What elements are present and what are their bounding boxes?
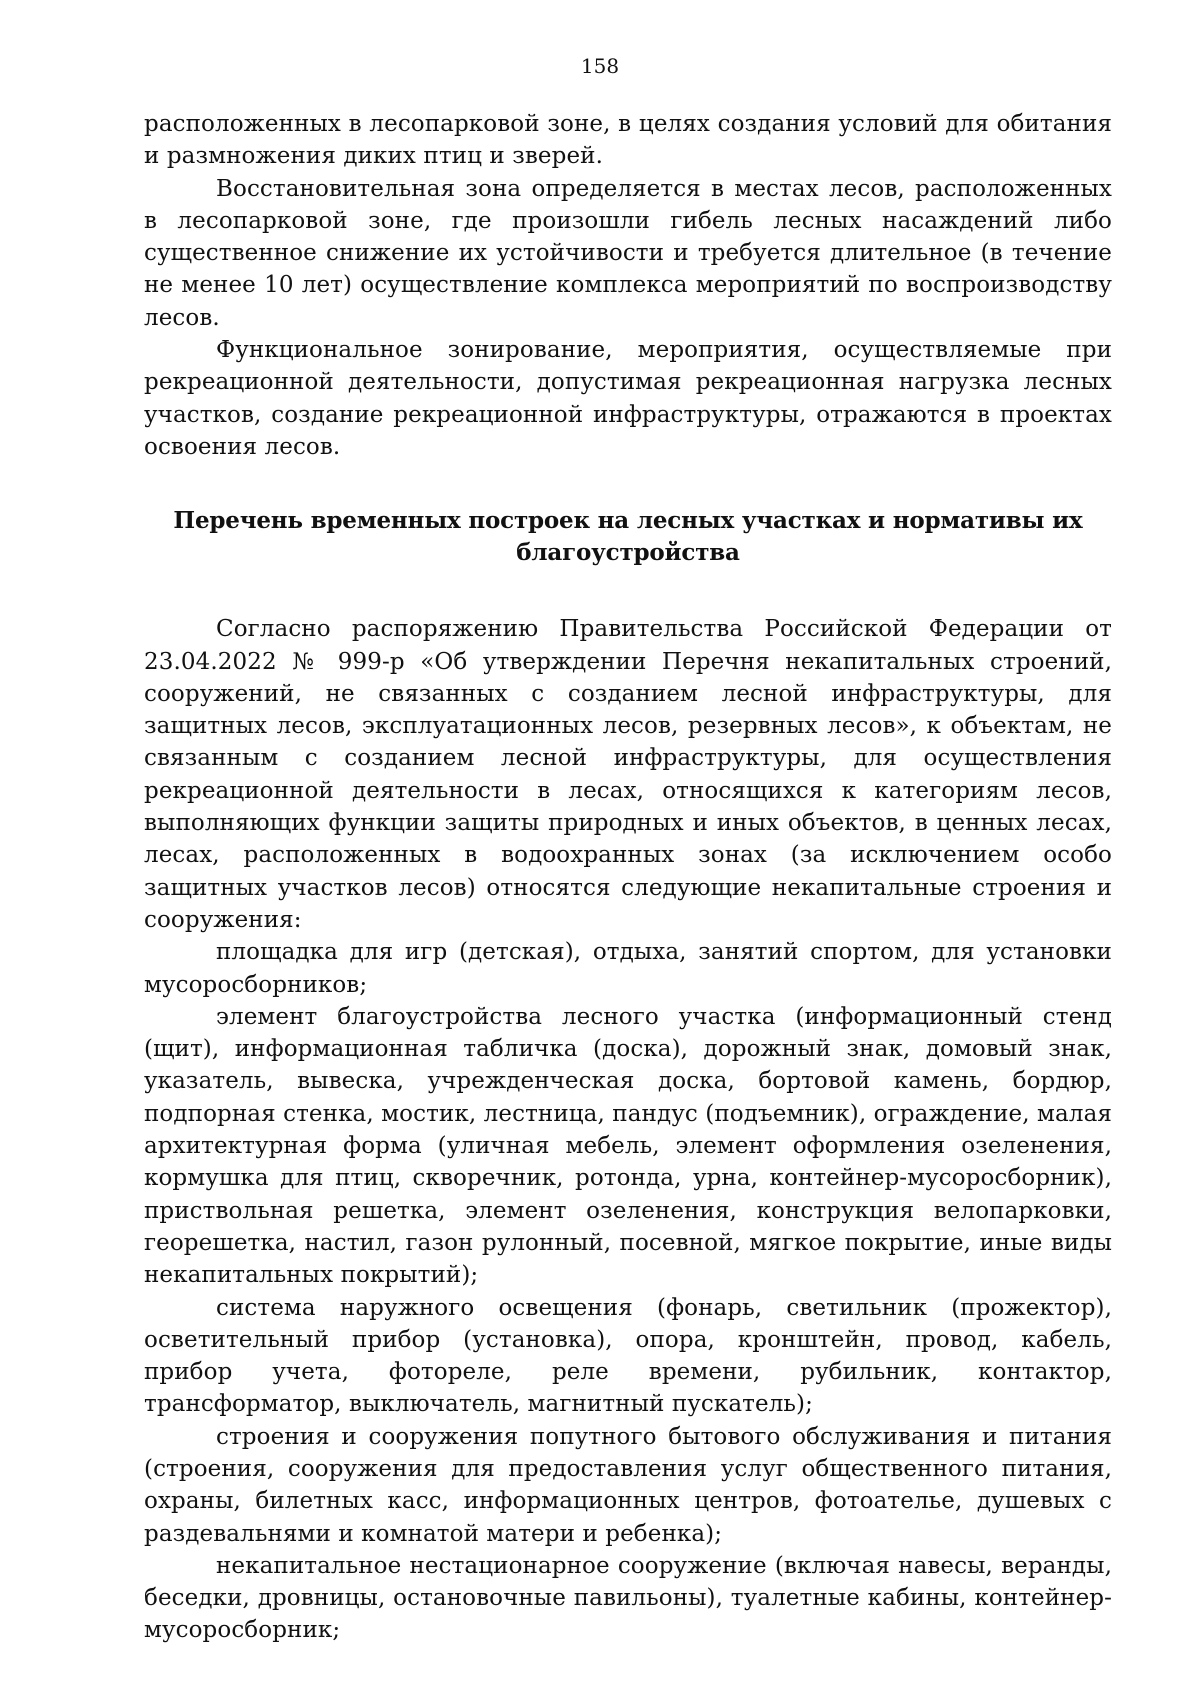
intro-paragraph-restoration-zone: Восстановительная зона определяется в местах лесов, расположенных в лесопарковой зоне, где произошли гибель лесных насаждений либо существенное снижение их устойчивости и требуется длительное (в течение не менее 10 лет) осуществление комплекса мероприятий по воспроизводству лесов. [144, 175, 1112, 331]
document-body [144, 108, 1112, 1647]
section-paragraph-decree: Согласно распоряжению Правительства Российской Федерации от 23.04.2022 № 999-р «Об утверждении Перечня некапитальных строений, сооружений, не связанных с созданием лесной инфраструктуры, для защитных лесов, эксплуатационных лесов, резервных лесов», к объектам, не связанным с созданием лесной инфраструктуры, для осуществления рекреационной деятельности в лесах, относящихся к категориям лесов, выполняющих функции защиты природных и иных объектов, в ценных лесах, лесах, расположенных в водоохранных зонах (за исключением особо защитных участков лесов) относятся следующие некапитальные строения и сооружения: [144, 616, 1112, 933]
section-heading-line-1: Перечень временных построек на лесных участках и нормативы их [173, 507, 1083, 535]
list-item-playground: площадка для игр (детская), отдыха, занятий спортом, для установки мусоросборников; [144, 939, 1112, 998]
page-number: 158 [580, 54, 620, 78]
list-item-landscaping-element: элемент благоустройства лесного участка (информационный стенд (щит), информационная табличка (доска), дорожный знак, домовый знак, указатель, вывеска, учрежденческая доска, бортовой камень, бордюр, подпорная стенка, мостик, лестница, пандус (подъемник), ограждение, малая архитектурная форма (уличная мебель, элемент оформления озеленения, кормушка для птиц, скворечник, ротонда, урна, контейнер-мусоросборник), приствольная решетка, элемент озеленения, конструкция велопарковки, георешетка, настил, газон рулонный, посевной, мягкое покрытие, иные виды некапитальных покрытий); [144, 1003, 1112, 1289]
section-heading [144, 505, 1112, 569]
list-item-non-stationary-structure: некапитальное нестационарное сооружение (включая навесы, веранды, беседки, дровницы, остановочные павильоны), туалетные кабины, контейнер-мусоросборник; [144, 1552, 1112, 1644]
intro-paragraph-functional-zoning: Функциональное зонирование, мероприятия, осуществляемые при рекреационной деятельности, допустимая рекреационная нагрузка лесных участков, создание рекреационной инфраструктуры, отражаются в проектах освоения лесов. [144, 337, 1112, 460]
list-item-service-structures: строения и сооружения попутного бытового обслуживания и питания (строения, сооружения для предоставления услуг общественного питания, охраны, билетных касс, информационных центров, фотоателье, душевых с раздевальнями и комнатой матери и ребенка); [144, 1423, 1112, 1547]
section-heading-line-2: благоустройства [516, 539, 740, 567]
intro-paragraph-continuation: расположенных в лесопарковой зоне, в целях создания условий для обитания и размножения диких птиц и зверей. [144, 111, 1112, 170]
list-item-outdoor-lighting: система наружного освещения (фонарь, светильник (прожектор), осветительный прибор (установка), опора, кронштейн, провод, кабель, прибор учета, фотореле, реле времени, рубильник, контактор, трансформатор, выключатель, магнитный пускатель); [144, 1294, 1112, 1418]
